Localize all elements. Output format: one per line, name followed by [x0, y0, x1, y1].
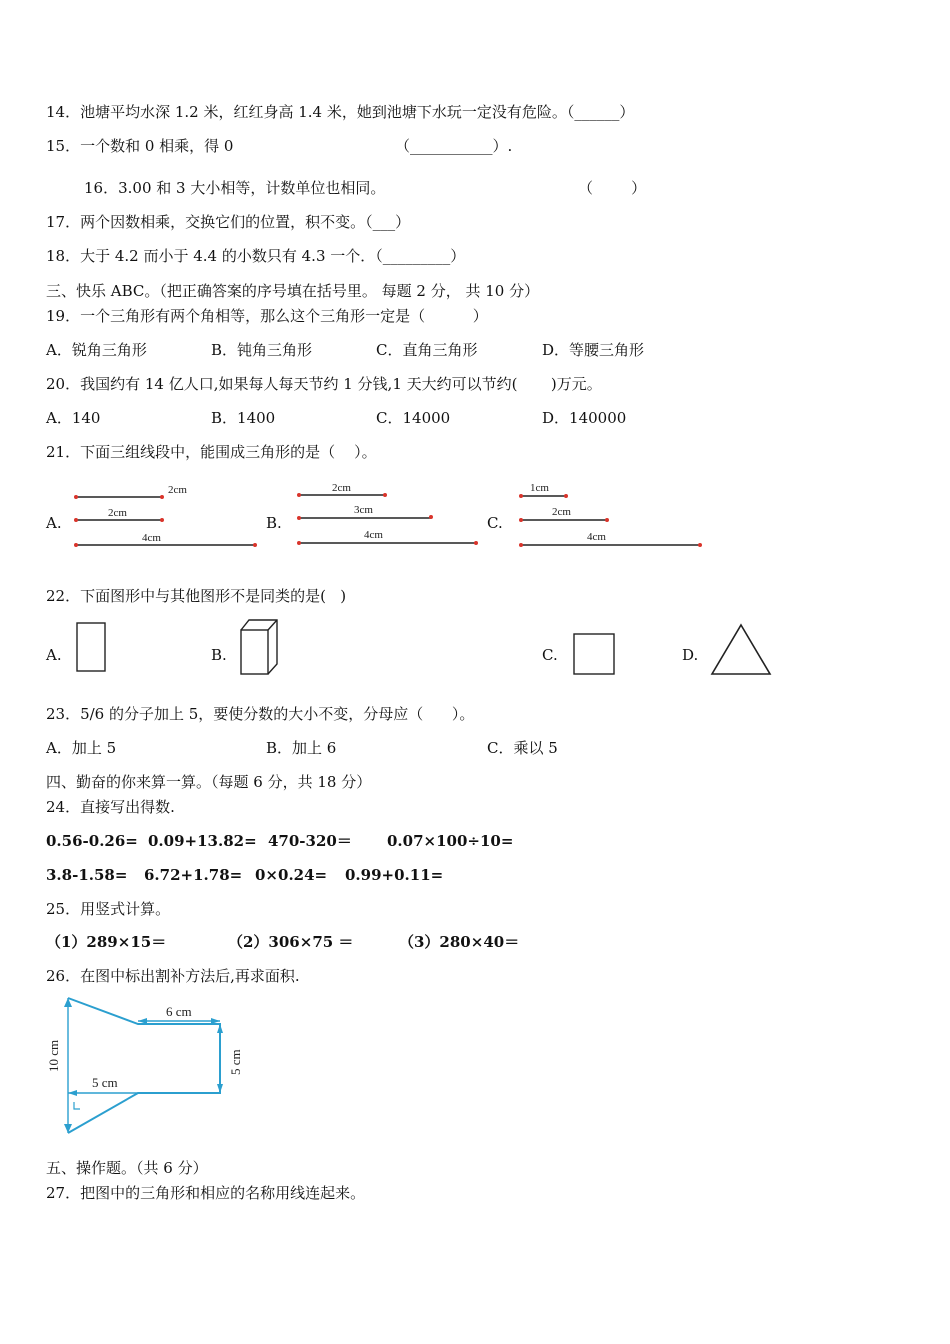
segment-label: 2cm — [168, 484, 187, 496]
q22-stem: 22．下面图形中与其他图形不是同类的是( ) — [46, 587, 347, 605]
q19-option-c[interactable]: C．直角三角形 — [376, 341, 478, 359]
arrow-up-icon — [217, 1024, 223, 1033]
right-angle-mark — [74, 1102, 80, 1109]
q26-figure — [40, 992, 270, 1144]
q21-option-b[interactable]: B. — [266, 514, 282, 532]
q20-option-c[interactable]: C．14000 — [376, 409, 451, 427]
q22-option-a[interactable]: A. — [46, 646, 62, 664]
q20-stem: 20．我国约有 14 亿人口,如果每人每天节约 1 分钱,1 天大约可以节约( )万元。 — [46, 375, 602, 393]
q20-option-d[interactable]: D．140000 — [542, 409, 627, 427]
segment-label: 2cm — [108, 507, 127, 519]
dimension-label-10cm: 10 cm — [46, 1039, 61, 1072]
q23-stem: 23．5/6 的分子加上 5，要使分数的大小不变，分母应（ ）。 — [46, 705, 475, 723]
q23-option-b[interactable]: B．加上 6 — [266, 739, 337, 757]
q24-calc: 0.56-0.26= — [46, 832, 138, 850]
q20-option-b[interactable]: B．1400 — [211, 409, 276, 427]
q24-calc: 470-320＝ — [268, 832, 352, 850]
segment-label: 4cm — [364, 529, 383, 541]
q27-text: 27．把图中的三角形和相应的名称用线连起来。 — [46, 1184, 366, 1202]
triangle-shape — [712, 625, 770, 674]
segment-label: 2cm — [332, 482, 351, 494]
q25-item: （3）280×40＝ — [399, 933, 520, 951]
dimension-label-5cm-right: 5 cm — [228, 1049, 243, 1075]
segment-endpoint — [564, 494, 568, 498]
q15-text: 15．一个数和 0 相乘，得 0 — [46, 137, 234, 155]
segment-endpoint — [253, 543, 257, 547]
q25-stem: 25．用竖式计算。 — [46, 900, 171, 918]
segment-endpoint — [383, 493, 387, 497]
q24-calc: 0.09+13.82= — [148, 832, 257, 850]
segment-endpoint — [74, 495, 78, 499]
segment-endpoint — [519, 543, 523, 547]
section4-heading: 四、勤奋的你来算一算。（每题 6 分，共 18 分） — [46, 773, 372, 791]
q16-text: 16．3.00 和 3 大小相等，计数单位也相同。 — [84, 179, 386, 197]
segment-label: 4cm — [142, 532, 161, 544]
q24-calc: 3.8-1.58= — [46, 866, 128, 884]
segment-endpoint — [297, 516, 301, 520]
q21-option-a[interactable]: A. — [46, 514, 62, 532]
q25-item: （1）289×15＝ — [46, 933, 167, 951]
q22-option-c[interactable]: C. — [542, 646, 558, 664]
segment-endpoint — [605, 518, 609, 522]
q21-group-a — [74, 484, 257, 547]
rectangle-shape — [77, 623, 105, 671]
segment-endpoint — [297, 493, 301, 497]
q15-answer-blank[interactable]: （___________）. — [395, 137, 513, 155]
q21-segment-groups — [60, 478, 720, 558]
q21-option-c[interactable]: C. — [487, 514, 503, 532]
segment-label: 1cm — [530, 482, 549, 494]
segment-endpoint — [429, 515, 433, 519]
segment-endpoint — [519, 494, 523, 498]
q22-option-b[interactable]: B. — [211, 646, 227, 664]
trapezoid-rect-outline — [68, 998, 220, 1133]
q17-text: 17．两个因数相乘，交换它们的位置，积不变。（___） — [46, 213, 411, 231]
q21-stem: 21．下面三组线段中，能围成三角形的是（ ）。 — [46, 443, 377, 461]
q24-stem: 24．直接写出得数. — [46, 798, 175, 816]
q19-stem: 19．一个三角形有两个角相等，那么这个三角形一定是（ ） — [46, 307, 488, 325]
q19-option-b[interactable]: B．钝角三角形 — [211, 341, 313, 359]
segment-endpoint — [160, 495, 164, 499]
segment-endpoint — [74, 543, 78, 547]
q26-stem: 26．在图中标出割补方法后,再求面积. — [46, 967, 300, 985]
q23-option-a[interactable]: A．加上 5 — [46, 739, 117, 757]
q18-text: 18．大于 4.2 而小于 4.4 的小数只有 4.3 一个．（_________） — [46, 247, 466, 265]
segment-endpoint — [474, 541, 478, 545]
q24-calc: 6.72+1.78= — [144, 866, 243, 884]
q25-item: （2）306×75 ＝ — [228, 933, 354, 951]
q19-option-d[interactable]: D．等腰三角形 — [542, 341, 645, 359]
segment-endpoint — [297, 541, 301, 545]
segment-endpoint — [160, 518, 164, 522]
segment-label: 3cm — [354, 504, 373, 516]
q21-group-c — [519, 482, 702, 547]
arrow-left-icon — [68, 1090, 77, 1096]
q24-calc: 0.07×100÷10= — [387, 832, 514, 850]
q19-option-a[interactable]: A．锐角三角形 — [46, 341, 147, 359]
q21-group-b — [297, 482, 478, 545]
q14-text: 14．池塘平均水深 1.2 米，红红身高 1.4 米，她到池塘下水玩一定没有危险。（______） — [46, 103, 635, 121]
q24-calc: 0×0.24= — [255, 866, 328, 884]
segment-label: 4cm — [587, 531, 606, 543]
segment-endpoint — [74, 518, 78, 522]
square-shape — [574, 634, 614, 674]
q22-shapes — [70, 614, 780, 680]
section3-heading: 三、快乐 ABC。（把正确答案的序号填在括号里。 每题 2 分， 共 10 分） — [46, 282, 540, 300]
q16-answer-blank[interactable]: （ ） — [578, 179, 647, 197]
q23-option-c[interactable]: C．乘以 5 — [487, 739, 558, 757]
section5-heading: 五、操作题。（共 6 分） — [46, 1159, 208, 1177]
segment-label: 2cm — [552, 506, 571, 518]
dimension-label-5cm-bottom: 5 cm — [92, 1075, 118, 1090]
q24-calc: 0.99+0.11= — [345, 866, 444, 884]
cuboid-shape — [241, 620, 277, 674]
dimension-label-6cm: 6 cm — [166, 1004, 192, 1019]
q22-option-d[interactable]: D. — [682, 646, 699, 664]
segment-endpoint — [698, 543, 702, 547]
arrow-down-icon — [217, 1084, 223, 1093]
q20-option-a[interactable]: A．140 — [46, 409, 101, 427]
segment-endpoint — [519, 518, 523, 522]
